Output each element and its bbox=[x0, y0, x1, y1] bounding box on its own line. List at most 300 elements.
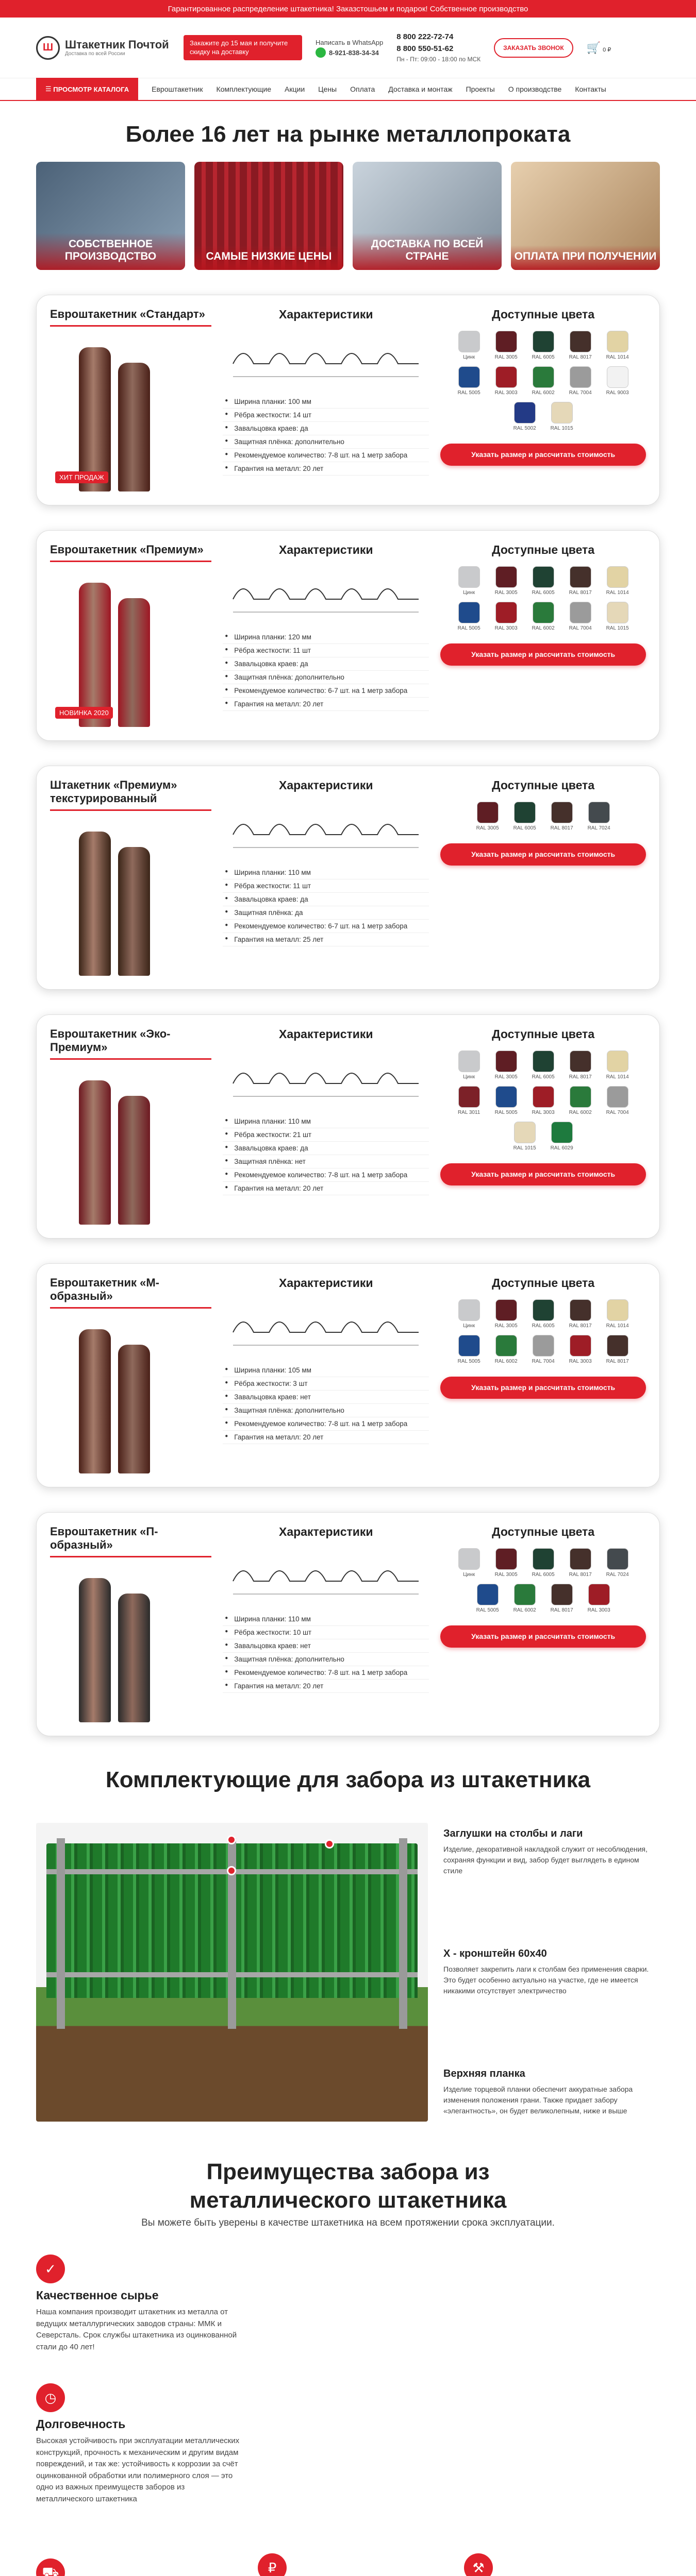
top-promo-bar bbox=[0, 0, 696, 18]
color-swatch-code: RAL 6005 bbox=[532, 354, 555, 360]
color-swatch-code: RAL 6005 bbox=[532, 1323, 555, 1329]
wallet-icon: ₽ bbox=[258, 2553, 287, 2576]
advantages-subtitle: Вы можете быть уверены в качестве штакетника на всем протяжении срока эксплуатации. bbox=[141, 2217, 555, 2228]
intro-card-label: САМЫЕ НИЗКИЕ ЦЕНЫ bbox=[194, 245, 343, 270]
color-swatch[interactable] bbox=[491, 566, 521, 596]
product-name: Евроштакетник «Эко-Премиум» bbox=[50, 1027, 211, 1060]
component-item bbox=[443, 1828, 660, 1876]
nav-item-delivery[interactable]: Доставка и монтаж bbox=[388, 85, 453, 93]
color-swatch-box bbox=[570, 1548, 591, 1570]
product-slat bbox=[79, 1329, 111, 1473]
color-swatch[interactable] bbox=[491, 366, 521, 396]
nav-item-production[interactable]: О производстве bbox=[508, 85, 562, 93]
color-swatch-box bbox=[495, 1548, 517, 1570]
color-swatches bbox=[440, 1047, 646, 1154]
color-swatch[interactable] bbox=[603, 1299, 633, 1329]
product-tag: ХИТ ПРОДАЖ bbox=[55, 471, 108, 483]
color-swatches bbox=[440, 799, 646, 834]
product-characteristic: ● Защитная плёнка: дополнительно bbox=[223, 671, 429, 684]
product-card bbox=[36, 530, 660, 741]
color-swatch[interactable] bbox=[491, 1548, 521, 1578]
component-title: Верхняя планка bbox=[443, 2068, 525, 2079]
color-swatch-code: RAL 6005 bbox=[513, 825, 536, 831]
product-slat bbox=[118, 1594, 150, 1722]
color-swatch[interactable] bbox=[528, 1548, 558, 1578]
product-characteristic: ● Рекомендуемое количество: 7-8 шт. на 1 метр забора bbox=[223, 449, 429, 462]
nav-item-projects[interactable]: Проекты bbox=[466, 85, 495, 93]
advantage-text: Высокая устойчивость при эксплуатации металлических конструкций, прочность к механическим и другим видам повреждений, и так же: устойчивость к коррозии за счёт оцинкованной обработки или полимерного слоя — это одно из важных преимуществ заборов из металлического штакетника bbox=[36, 2436, 240, 2503]
color-swatch[interactable] bbox=[603, 366, 633, 396]
product-characteristic: ● Завальцовка краев: да bbox=[223, 657, 429, 671]
color-swatch-code: RAL 1015 bbox=[606, 625, 629, 631]
color-swatch-code: RAL 8017 bbox=[569, 590, 592, 596]
truck-icon: ⛟ bbox=[36, 2558, 65, 2576]
profile-line bbox=[233, 1073, 419, 1083]
product-characteristic: ● Рекомендуемое количество: 6-7 шт. на 1 метр забора bbox=[223, 920, 429, 933]
product-characteristic: ● Гарантия на металл: 20 лет bbox=[223, 462, 429, 476]
color-swatch[interactable] bbox=[491, 1050, 521, 1080]
components-title: Комплектующие для забора из штакетника bbox=[105, 1767, 591, 1792]
characteristics-list bbox=[223, 395, 429, 476]
color-swatch-box bbox=[495, 366, 517, 388]
product-characteristic: ● Рекомендуемое количество: 6-7 шт. на 1 метр забора bbox=[223, 684, 429, 698]
callback-button[interactable]: ЗАКАЗАТЬ ЗВОНОК bbox=[494, 38, 573, 58]
profile-line bbox=[233, 824, 419, 835]
color-swatch[interactable] bbox=[566, 1050, 595, 1080]
color-swatch-code: RAL 8017 bbox=[569, 354, 592, 360]
color-swatch[interactable] bbox=[566, 331, 595, 360]
color-swatch[interactable] bbox=[547, 1122, 577, 1151]
color-swatch[interactable] bbox=[454, 366, 484, 396]
color-swatch-code: RAL 6005 bbox=[532, 590, 555, 596]
shield-icon: ✓ bbox=[36, 2255, 65, 2283]
color-swatch-code: RAL 1014 bbox=[606, 354, 629, 360]
color-swatch[interactable] bbox=[491, 1086, 521, 1115]
color-swatch-box bbox=[533, 1548, 554, 1570]
product-name: Евроштакетник «Премиум» bbox=[50, 543, 211, 562]
product-characteristic: ● Рёбра жесткости: 21 шт bbox=[223, 1128, 429, 1142]
color-swatch-box bbox=[458, 1548, 480, 1570]
color-swatch[interactable] bbox=[603, 331, 633, 360]
color-swatch-box bbox=[588, 1584, 610, 1605]
color-swatch-code: RAL 9003 bbox=[606, 390, 629, 396]
color-swatch[interactable] bbox=[528, 1335, 558, 1364]
product-characteristic: ● Гарантия на металл: 20 лет bbox=[223, 1680, 429, 1693]
logo-icon: Ш bbox=[36, 36, 60, 60]
product-characteristic: ● Рёбра жесткости: 10 шт bbox=[223, 1626, 429, 1639]
color-swatch-code: RAL 8017 bbox=[569, 1572, 592, 1578]
color-swatch-box bbox=[533, 1335, 554, 1357]
color-swatch[interactable] bbox=[454, 1335, 484, 1364]
color-swatch[interactable] bbox=[454, 602, 484, 631]
color-swatch[interactable] bbox=[566, 566, 595, 596]
color-swatch-code: RAL 5005 bbox=[457, 1359, 480, 1364]
product-name: Штакетник «Премиум» текстурированный bbox=[50, 778, 211, 811]
calculate-price-button[interactable]: Указать размер и рассчитать стоимость bbox=[440, 843, 646, 866]
color-swatch[interactable] bbox=[454, 331, 484, 360]
nav-item-promotions[interactable]: Акции bbox=[285, 85, 305, 93]
product-slat bbox=[79, 347, 111, 492]
color-swatch-box bbox=[570, 1299, 591, 1321]
color-swatch-box bbox=[477, 1584, 499, 1605]
color-swatch[interactable] bbox=[454, 1086, 484, 1115]
color-swatch[interactable] bbox=[491, 602, 521, 631]
color-swatch-code: RAL 5005 bbox=[476, 1607, 499, 1613]
color-swatch[interactable] bbox=[603, 602, 633, 631]
color-swatch-box bbox=[495, 331, 517, 352]
color-swatch[interactable] bbox=[454, 1050, 484, 1080]
color-swatch[interactable] bbox=[603, 1548, 633, 1578]
color-swatch-box bbox=[588, 802, 610, 823]
profile-drawing bbox=[223, 1296, 429, 1353]
product-name: Евроштакетник «М-образный» bbox=[50, 1276, 211, 1309]
color-swatch-code: RAL 3003 bbox=[494, 390, 518, 396]
color-swatch-code: Цинк bbox=[463, 1074, 475, 1080]
color-swatch-code: RAL 8017 bbox=[550, 1607, 573, 1613]
color-swatch-box bbox=[607, 1086, 628, 1108]
color-swatch[interactable] bbox=[454, 1299, 484, 1329]
product-characteristic: ● Ширина планки: 100 мм bbox=[223, 395, 429, 409]
phone-1[interactable]: 8 800 222-72-74 bbox=[396, 32, 454, 41]
color-swatch[interactable] bbox=[528, 566, 558, 596]
characteristics-list bbox=[223, 1613, 429, 1693]
cart-icon[interactable]: 🛒 0 ₽ bbox=[586, 41, 611, 54]
color-swatch-box bbox=[533, 1299, 554, 1321]
color-swatch-code: RAL 3005 bbox=[494, 1572, 518, 1578]
color-swatch-code: RAL 1015 bbox=[550, 426, 573, 431]
product-characteristic: ● Ширина планки: 110 мм bbox=[223, 1115, 429, 1128]
color-swatch-box bbox=[533, 331, 554, 352]
color-swatch-box bbox=[551, 1584, 573, 1605]
characteristics-heading: Характеристики bbox=[278, 308, 373, 321]
color-swatch[interactable] bbox=[528, 1299, 558, 1329]
color-swatch[interactable] bbox=[603, 566, 633, 596]
color-swatch-code: Цинк bbox=[463, 1323, 475, 1329]
catalog-button-label: ПРОСМОТР КАТАЛОГА bbox=[53, 85, 129, 93]
advantages-title: Преимущества забора из металлического штакетника bbox=[189, 2159, 507, 2213]
colors-heading: Доступные цвета bbox=[492, 308, 595, 321]
product-slat bbox=[118, 847, 150, 976]
messengers-label: Написать в WhatsApp bbox=[316, 38, 384, 46]
color-swatch[interactable] bbox=[473, 802, 503, 831]
product-name: Евроштакетник «П-образный» bbox=[50, 1525, 211, 1557]
characteristics-heading: Характеристики bbox=[278, 1276, 373, 1290]
product-card bbox=[36, 1263, 660, 1487]
work-hours: Пн - Пт: 09:00 - 18:00 по МСК bbox=[396, 56, 481, 63]
product-tag: НОВИНКА 2020 bbox=[55, 707, 113, 719]
color-swatch[interactable] bbox=[510, 1584, 540, 1613]
color-swatch-code: RAL 3005 bbox=[494, 1323, 518, 1329]
color-swatch-box bbox=[607, 566, 628, 588]
product-characteristic: ● Рекомендуемое количество: 7-8 шт. на 1 метр забора bbox=[223, 1417, 429, 1431]
color-swatch-box bbox=[607, 1335, 628, 1357]
color-swatch-box bbox=[570, 1086, 591, 1108]
advantage-item bbox=[36, 2558, 242, 2576]
color-swatch[interactable] bbox=[454, 1548, 484, 1578]
component-item bbox=[443, 1948, 660, 1996]
product-slat bbox=[79, 832, 111, 976]
color-swatch[interactable] bbox=[510, 1122, 540, 1151]
profile-line bbox=[233, 589, 419, 599]
color-swatch[interactable] bbox=[454, 566, 484, 596]
component-text: Позволяет закрепить лаги к столбам без применения сварки. Это будет особенно актуально на участке, где не имеется никакими отсутствует электричество bbox=[443, 1965, 649, 1995]
top-promo-text: Гарантированное распределение штакетника! Заказстошьем и подарок! Собственное производство bbox=[168, 4, 528, 13]
color-swatch-box bbox=[514, 1584, 536, 1605]
color-swatch-box bbox=[570, 602, 591, 623]
characteristics-heading: Характеристики bbox=[278, 1027, 373, 1041]
product-characteristic: ● Рёбра жесткости: 11 шт bbox=[223, 879, 429, 893]
color-swatch[interactable] bbox=[566, 1548, 595, 1578]
color-swatch-code: RAL 5005 bbox=[457, 390, 480, 396]
color-swatch-box bbox=[607, 1050, 628, 1072]
color-swatch-code: RAL 7004 bbox=[569, 625, 592, 631]
nav-item-eurofence[interactable]: Евроштакетник bbox=[152, 85, 203, 93]
color-swatch[interactable] bbox=[547, 802, 577, 831]
color-swatch[interactable] bbox=[566, 602, 595, 631]
color-swatch-code: RAL 6005 bbox=[532, 1572, 555, 1578]
color-swatch-code: RAL 7024 bbox=[587, 825, 610, 831]
product-characteristic: ● Гарантия на металл: 25 лет bbox=[223, 933, 429, 946]
logo[interactable] bbox=[36, 36, 170, 60]
color-swatch-code: RAL 3003 bbox=[494, 625, 518, 631]
hotspot-top-plank[interactable] bbox=[325, 1839, 334, 1849]
product-characteristic: ● Рёбра жесткости: 3 шт bbox=[223, 1377, 429, 1391]
intro-title: Более 16 лет на рынке металлопроката bbox=[125, 122, 571, 147]
color-swatch-box bbox=[458, 366, 480, 388]
product-characteristic: ● Защитная плёнка: дополнительно bbox=[223, 435, 429, 449]
color-swatch[interactable] bbox=[528, 366, 558, 396]
color-swatch[interactable] bbox=[584, 1584, 614, 1613]
intro-card-delivery bbox=[353, 162, 502, 270]
component-text: Изделие, декоративной накладкой служит от несоблюдения, сохраняя функции и вид, забор будет выглядеть в едином стиле bbox=[443, 1845, 648, 1875]
whatsapp-icon[interactable] bbox=[316, 47, 326, 58]
product-card bbox=[36, 1014, 660, 1239]
profile-drawing bbox=[223, 328, 429, 384]
color-swatch[interactable] bbox=[603, 1050, 633, 1080]
color-swatch-code: RAL 6029 bbox=[550, 1145, 573, 1151]
calculate-price-button[interactable]: Указать размер и рассчитать стоимость bbox=[440, 444, 646, 466]
calculate-price-button[interactable]: Указать размер и рассчитать стоимость bbox=[440, 1377, 646, 1399]
profile-drawing bbox=[223, 1047, 429, 1104]
product-characteristic: ● Ширина планки: 110 мм bbox=[223, 866, 429, 879]
color-swatch-code: RAL 5002 bbox=[513, 426, 536, 431]
color-swatch-box bbox=[570, 366, 591, 388]
color-swatch-box bbox=[570, 1335, 591, 1357]
main-nav bbox=[0, 78, 696, 101]
logo-text: Штакетник Почтой bbox=[65, 38, 169, 51]
color-swatch-box bbox=[551, 1122, 573, 1143]
color-swatch[interactable] bbox=[566, 1086, 595, 1115]
color-swatch-code: RAL 3003 bbox=[587, 1607, 610, 1613]
color-swatch-code: RAL 5005 bbox=[457, 625, 480, 631]
intro-card-label: СОБСТВЕННОЕ ПРОИЗВОДСТВО bbox=[36, 233, 185, 270]
intro-cards bbox=[0, 162, 696, 270]
color-swatch-code: RAL 6002 bbox=[532, 625, 555, 631]
advantages-grid bbox=[36, 2244, 660, 2576]
color-swatch[interactable] bbox=[491, 1299, 521, 1329]
color-swatch[interactable] bbox=[603, 1086, 633, 1115]
product-image bbox=[50, 1070, 179, 1225]
color-swatch-box bbox=[458, 602, 480, 623]
nav-item-prices[interactable]: Цены bbox=[318, 85, 337, 93]
color-swatch[interactable] bbox=[528, 1086, 558, 1115]
color-swatches bbox=[440, 328, 646, 434]
product-characteristic: ● Защитная плёнка: дополнительно bbox=[223, 1653, 429, 1666]
color-swatch-code: RAL 6002 bbox=[569, 1110, 592, 1115]
color-swatch[interactable] bbox=[491, 1335, 521, 1364]
color-swatch-code: RAL 3005 bbox=[494, 354, 518, 360]
product-characteristic: ● Завальцовка краев: нет bbox=[223, 1391, 429, 1404]
color-swatch-code: RAL 6002 bbox=[513, 1607, 536, 1613]
advantage-item bbox=[464, 2553, 660, 2576]
phone-2[interactable]: 8 800 550-51-62 bbox=[396, 44, 454, 53]
color-swatch-code: RAL 7004 bbox=[569, 390, 592, 396]
product-characteristic: ● Защитная плёнка: да bbox=[223, 906, 429, 920]
advantage-item bbox=[258, 2553, 443, 2576]
component-item bbox=[443, 2068, 660, 2116]
color-swatch-box bbox=[495, 1299, 517, 1321]
color-swatch[interactable] bbox=[510, 802, 540, 831]
color-swatch[interactable] bbox=[528, 602, 558, 631]
color-swatch[interactable] bbox=[547, 1584, 577, 1613]
product-characteristic: ● Завальцовка краев: да bbox=[223, 1142, 429, 1155]
color-swatch[interactable] bbox=[547, 402, 577, 431]
color-swatch-box bbox=[458, 1299, 480, 1321]
product-characteristic: ● Гарантия на металл: 20 лет bbox=[223, 1182, 429, 1195]
color-swatch-code: RAL 1014 bbox=[606, 590, 629, 596]
product-characteristic: ● Защитная плёнка: нет bbox=[223, 1155, 429, 1168]
color-swatch-code: RAL 7024 bbox=[606, 1572, 629, 1578]
product-card bbox=[36, 766, 660, 990]
color-swatch-box bbox=[607, 602, 628, 623]
product-slat bbox=[118, 598, 150, 727]
color-swatch[interactable] bbox=[584, 802, 614, 831]
clock-icon: ◷ bbox=[36, 2383, 65, 2412]
components-list bbox=[443, 1823, 660, 2122]
color-swatch[interactable] bbox=[566, 1335, 595, 1364]
profile-drawing bbox=[223, 1545, 429, 1602]
product-image bbox=[50, 1319, 179, 1473]
color-swatch-code: RAL 3005 bbox=[494, 1074, 518, 1080]
color-swatch-code: Цинк bbox=[463, 590, 475, 596]
calculate-price-button[interactable]: Указать размер и рассчитать стоимость bbox=[440, 1163, 646, 1185]
calculate-price-button[interactable]: Указать размер и рассчитать стоимость bbox=[440, 1625, 646, 1648]
color-swatch-code: Цинк bbox=[463, 1572, 475, 1578]
color-swatch-code: RAL 3005 bbox=[494, 590, 518, 596]
characteristics-heading: Характеристики bbox=[278, 778, 373, 792]
advantage-item bbox=[36, 2255, 242, 2353]
whatsapp-phone[interactable]: 8-921-838-34-34 bbox=[329, 48, 379, 57]
nav-item-payment[interactable]: Оплата bbox=[350, 85, 375, 93]
color-swatch-code: RAL 8017 bbox=[550, 825, 573, 831]
product-slat bbox=[79, 583, 111, 727]
logo-subtitle: Доставка по всей России bbox=[65, 51, 125, 57]
color-swatch-box bbox=[514, 1122, 536, 1143]
advantage-item bbox=[36, 2383, 242, 2505]
color-swatch[interactable] bbox=[528, 331, 558, 360]
hotspot-bracket[interactable] bbox=[227, 1866, 236, 1875]
nav-item-components[interactable]: Комплектующие bbox=[216, 85, 272, 93]
header-promo: Закажите до 15 мая и получите скидку на доставку bbox=[184, 35, 302, 61]
component-title: Х - кронштейн 60x40 bbox=[443, 1948, 547, 1959]
colors-heading: Доступные цвета bbox=[492, 1525, 595, 1538]
intro-card-payment bbox=[511, 162, 660, 270]
product-characteristic: ● Завальцовка краев: нет bbox=[223, 1639, 429, 1653]
intro-card-prices bbox=[194, 162, 343, 270]
nav-item-contacts[interactable]: Контакты bbox=[575, 85, 606, 93]
color-swatch-box bbox=[570, 566, 591, 588]
intro-card-production bbox=[36, 162, 185, 270]
color-swatch-box bbox=[495, 566, 517, 588]
color-swatch-box bbox=[607, 1548, 628, 1570]
colors-heading: Доступные цвета bbox=[492, 778, 595, 792]
hotspot-caps[interactable] bbox=[227, 1835, 236, 1844]
product-slat bbox=[79, 1578, 111, 1722]
component-title: Заглушки на столбы и лаги bbox=[443, 1828, 583, 1839]
color-swatch-box bbox=[551, 802, 573, 823]
product-image bbox=[50, 821, 179, 976]
color-swatch-box bbox=[458, 566, 480, 588]
color-swatch-code: RAL 1014 bbox=[606, 1074, 629, 1080]
color-swatch-box bbox=[495, 602, 517, 623]
product-characteristic: ● Рёбра жесткости: 11 шт bbox=[223, 644, 429, 657]
product-characteristic: ● Рекомендуемое количество: 7-8 шт. на 1 метр забора bbox=[223, 1168, 429, 1182]
color-swatches bbox=[440, 1545, 646, 1616]
product-card bbox=[36, 1512, 660, 1736]
color-swatch-code: RAL 3005 bbox=[476, 825, 499, 831]
color-swatch-box bbox=[458, 1335, 480, 1357]
product-slat bbox=[118, 1345, 150, 1473]
color-swatch-code: RAL 8017 bbox=[569, 1323, 592, 1329]
color-swatch[interactable] bbox=[603, 1335, 633, 1364]
color-swatch-code: RAL 3003 bbox=[532, 1110, 555, 1115]
color-swatch-code: RAL 7004 bbox=[532, 1359, 555, 1364]
color-swatch-box bbox=[570, 1050, 591, 1072]
characteristics-heading: Характеристики bbox=[278, 543, 373, 556]
color-swatch-code: RAL 8017 bbox=[606, 1359, 629, 1364]
color-swatch-code: RAL 1015 bbox=[513, 1145, 536, 1151]
product-slat bbox=[79, 1080, 111, 1225]
color-swatch[interactable] bbox=[491, 331, 521, 360]
color-swatch[interactable] bbox=[473, 1584, 503, 1613]
color-swatch-box bbox=[514, 802, 536, 823]
color-swatch-code: Цинк bbox=[463, 354, 475, 360]
components-section bbox=[36, 1823, 660, 2122]
product-characteristic: ● Рёбра жесткости: 14 шт bbox=[223, 409, 429, 422]
color-swatch-code: RAL 5005 bbox=[494, 1110, 518, 1115]
product-name: Евроштакетник «Стандарт» bbox=[50, 308, 211, 327]
color-swatch-box bbox=[607, 366, 628, 388]
characteristics-heading: Характеристики bbox=[278, 1525, 373, 1538]
characteristics-list bbox=[223, 1364, 429, 1444]
catalog-button[interactable]: ☰ ПРОСМОТР КАТАЛОГА bbox=[36, 78, 138, 100]
color-swatch[interactable] bbox=[510, 402, 540, 431]
color-swatch[interactable] bbox=[528, 1050, 558, 1080]
calculate-price-button[interactable]: Указать размер и рассчитать стоимость bbox=[440, 643, 646, 666]
characteristics-list bbox=[223, 866, 429, 946]
product-slat bbox=[118, 1096, 150, 1225]
color-swatch-box bbox=[533, 1050, 554, 1072]
color-swatch-box bbox=[607, 1299, 628, 1321]
advantage-title: Долговечность bbox=[36, 2417, 126, 2431]
color-swatch[interactable] bbox=[566, 366, 595, 396]
profile-line bbox=[233, 1322, 419, 1332]
color-swatch[interactable] bbox=[566, 1299, 595, 1329]
product-characteristic: ● Гарантия на металл: 20 лет bbox=[223, 1431, 429, 1444]
color-swatch-code: RAL 1014 bbox=[606, 1323, 629, 1329]
fence-post bbox=[399, 1838, 407, 2029]
color-swatch-box bbox=[477, 802, 499, 823]
